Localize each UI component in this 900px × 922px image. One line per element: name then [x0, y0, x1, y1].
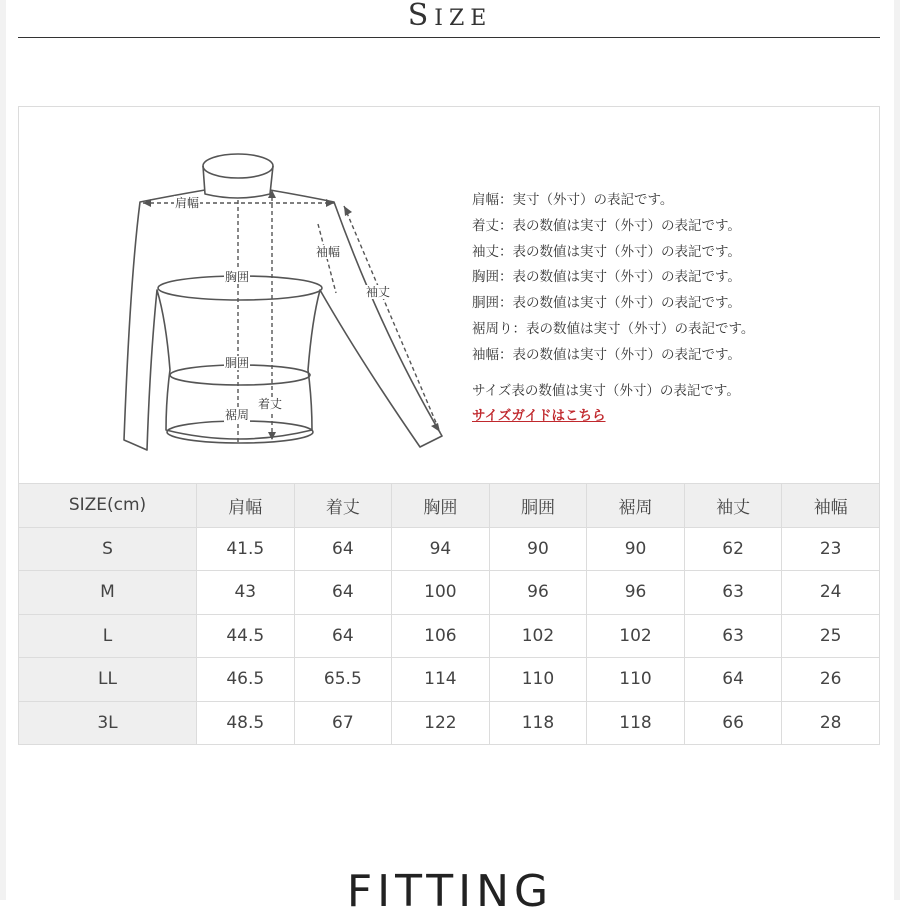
table-cell: 102: [489, 614, 587, 658]
table-cell: 24: [782, 571, 880, 615]
label-chest: 胸囲: [225, 270, 250, 284]
sleeve-length-dimension-line: [344, 206, 440, 432]
table-cell: 110: [587, 658, 685, 702]
note-summary: サイズ表の数値は実寸（外寸）の表記です。: [472, 382, 740, 399]
table-cell: 25: [782, 614, 880, 658]
table-cell: 28: [782, 701, 880, 745]
table-cell: 48.5: [197, 701, 295, 745]
note-shoulder: 肩幅：実寸（外寸）の表記です。: [472, 192, 674, 208]
table-cell: 64: [294, 571, 392, 615]
column-header: 胴囲: [489, 484, 587, 528]
collar-top: [203, 154, 273, 178]
column-header: SIZE(cm): [19, 484, 197, 528]
left-page-edge: [0, 0, 6, 900]
right-page-edge: [894, 0, 900, 900]
garment-outline: [124, 190, 442, 450]
table-cell: 122: [392, 701, 490, 745]
table-row: [19, 614, 880, 658]
arrow-head: [431, 423, 440, 432]
table-cell: 96: [489, 571, 587, 615]
note-sleeve-length: 袖丈：表の数値は実寸（外寸）の表記です。: [472, 243, 741, 260]
column-header: 肩幅: [197, 484, 295, 528]
note-hem: 裾周り：表の数値は実寸（外寸）の表記です。: [472, 320, 755, 337]
label-waist: 胴囲: [225, 356, 250, 370]
table-cell: 63: [684, 571, 782, 615]
column-header: 袖丈: [684, 484, 782, 528]
table-cell: 66: [684, 701, 782, 745]
size-heading-initial: S: [407, 0, 435, 33]
table-cell: 64: [294, 614, 392, 658]
measurement-notes: [472, 188, 754, 430]
note-chest: 胸囲：表の数値は実寸（外寸）の表記です。: [472, 269, 741, 286]
table-cell: 67: [294, 701, 392, 745]
table-cell: 44.5: [197, 614, 295, 658]
table-cell: 90: [489, 527, 587, 571]
label-length: 着丈: [258, 397, 283, 411]
column-header: 裾周: [587, 484, 685, 528]
table-cell: 110: [489, 658, 587, 702]
size-guide-link[interactable]: サイズガイドはこちら: [472, 408, 606, 425]
label-sleeve-length: 袖丈: [366, 285, 391, 299]
table-row: [19, 701, 880, 745]
table-row: [19, 527, 880, 571]
label-shoulder: 肩幅: [175, 196, 200, 210]
column-header: 着丈: [294, 484, 392, 528]
size-cell: M: [19, 571, 197, 615]
note-length: 着丈：表の数値は実寸（外寸）の表記です。: [472, 217, 741, 234]
size-cell: 3L: [19, 701, 197, 745]
table-cell: 23: [782, 527, 880, 571]
table-cell: 64: [294, 527, 392, 571]
table-cell: 64: [684, 658, 782, 702]
size-cell: L: [19, 614, 197, 658]
table-cell: 118: [587, 701, 685, 745]
table-cell: 114: [392, 658, 490, 702]
column-header: 胸囲: [392, 484, 490, 528]
table-cell: 96: [587, 571, 685, 615]
size-cell: S: [19, 527, 197, 571]
table-cell: 46.5: [197, 658, 295, 702]
table-cell: 26: [782, 658, 880, 702]
label-sleeve-width: 袖幅: [316, 245, 341, 259]
table-cell: 62: [684, 527, 782, 571]
table-cell: 102: [587, 614, 685, 658]
column-header: 袖幅: [782, 484, 880, 528]
table-cell: 43: [197, 571, 295, 615]
size-heading: [0, 0, 900, 33]
table-cell: 41.5: [197, 527, 295, 571]
fitting-heading: FITTING: [346, 866, 554, 917]
garment-illustration: [110, 146, 470, 466]
table-cell: 65.5: [294, 658, 392, 702]
table-cell: 94: [392, 527, 490, 571]
size-heading-rest: IZE: [434, 6, 493, 31]
title-divider: [18, 37, 880, 38]
collar: [203, 166, 273, 198]
table-cell: 106: [392, 614, 490, 658]
table-row: [19, 571, 880, 615]
size-cell: LL: [19, 658, 197, 702]
note-waist: 胴囲：表の数値は実寸（外寸）の表記です。: [472, 295, 741, 312]
table-row: [19, 658, 880, 702]
table-cell: 118: [489, 701, 587, 745]
table-cell: 100: [392, 571, 490, 615]
table-cell: 63: [684, 614, 782, 658]
size-table: [18, 483, 880, 745]
label-hem: 裾周: [225, 408, 250, 422]
note-sleeve-width: 袖幅：表の数値は実寸（外寸）の表記です。: [472, 346, 741, 363]
arrow-head: [326, 199, 334, 207]
table-cell: 90: [587, 527, 685, 571]
table-header-row: [19, 484, 880, 528]
